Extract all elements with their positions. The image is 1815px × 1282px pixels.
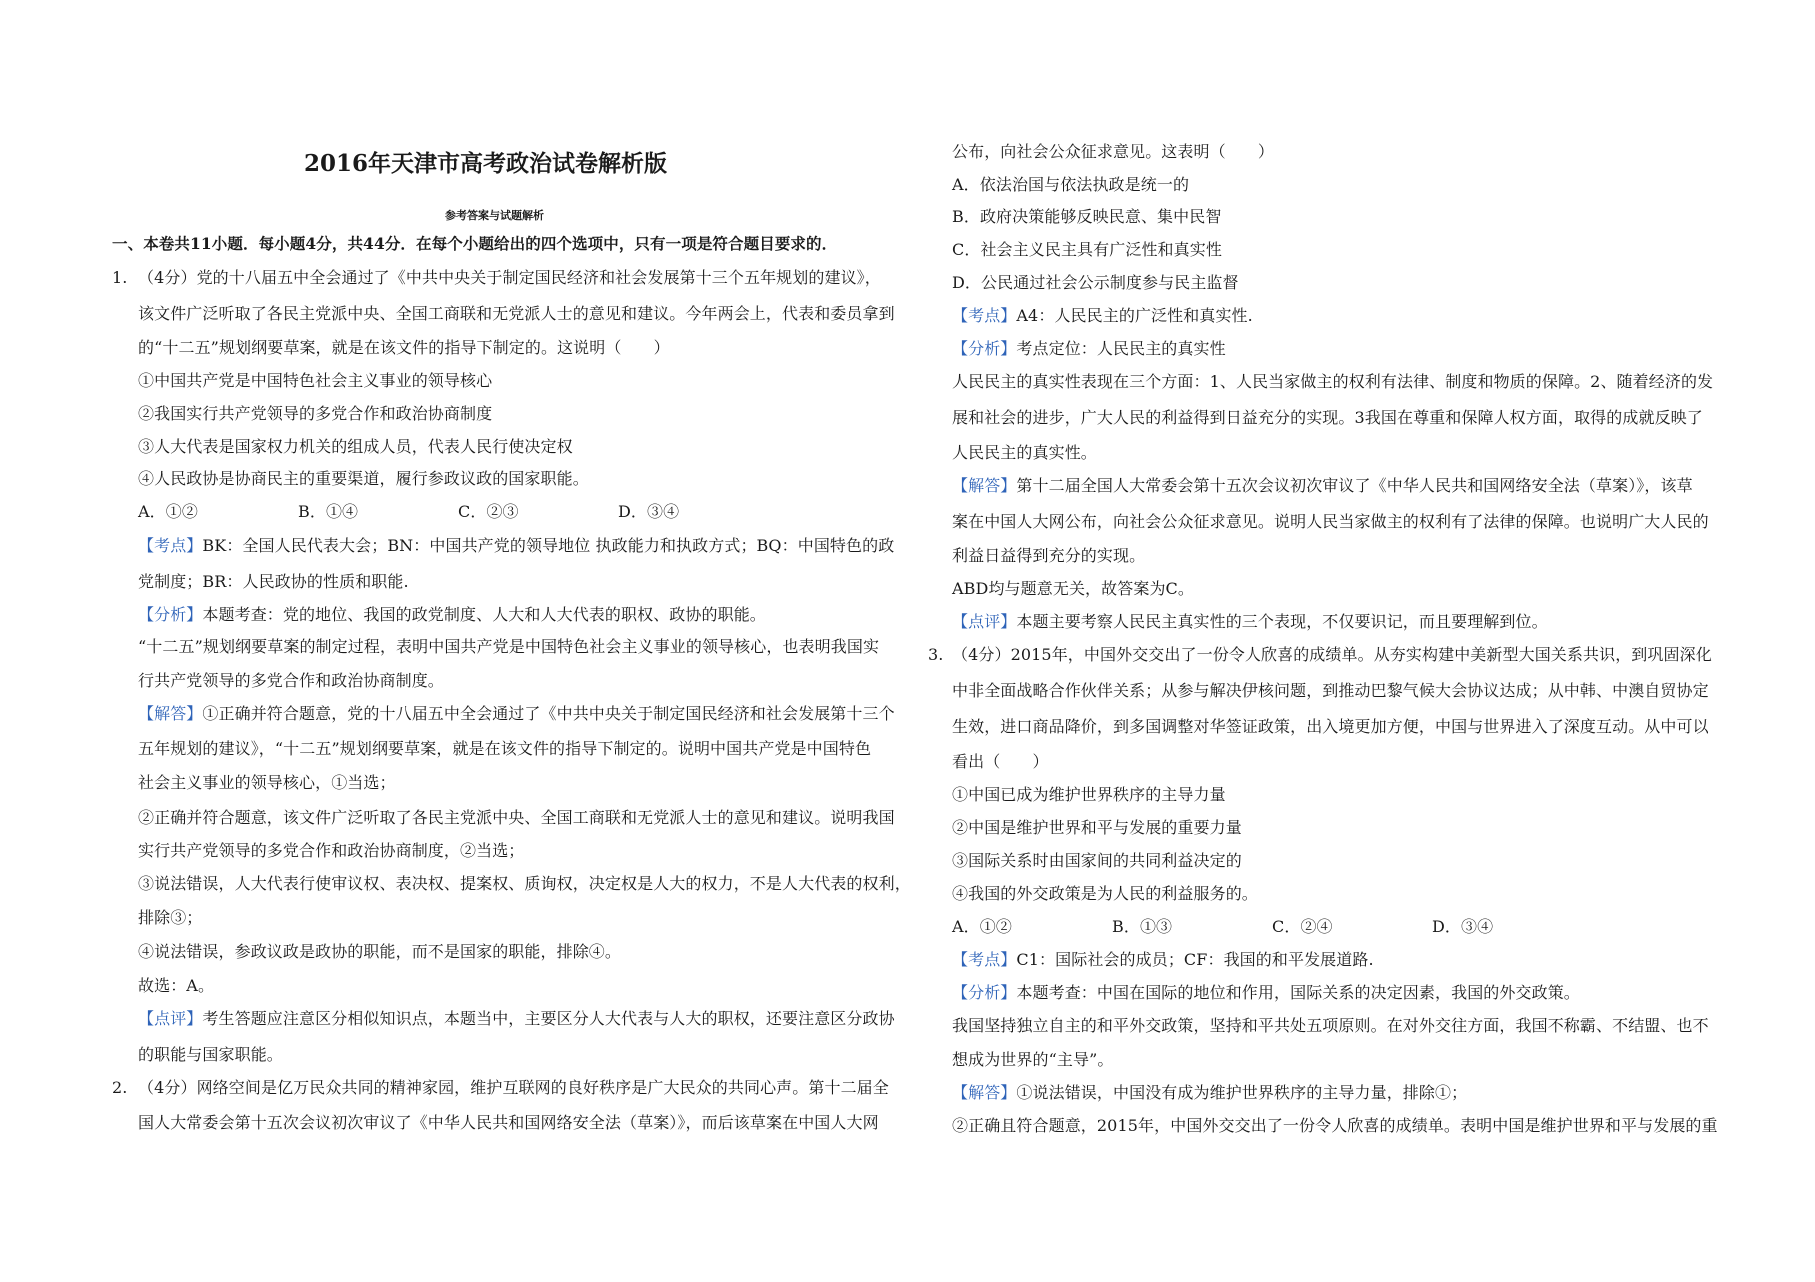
q1-statement: ④人民政协是协商民主的重要渠道，履行参政议政的国家职能。 [138,469,589,488]
section-heading: 一、本卷共11小题．每小题4分，共44分．在每个小题给出的四个选项中，只有一项是符合题目要求的． [112,234,838,253]
q1-option-d: D．③④ [618,502,680,521]
q2-stem-line: 公布，向社会公众征求意见。这表明（ ） [952,142,1275,161]
q2-option-d: D．公民通过社会公示制度参与民主监督 [952,273,1239,292]
q2-jieda-text: 第十二届全国人大常委会第十五次会议初次审议了《中华人民共和国网络安全法（草案）》，该草 [1016,476,1693,495]
q1-fenxi-line: “十二五”规划纲要草案的制定过程，表明中国共产党是中国特色社会主义事业的领导核心，也表明我国实 [138,637,880,656]
page-title: 2016年天津市高考政治试卷解析版 [304,150,668,177]
fenxi-label: 【分析】 [952,339,1017,358]
q1-stem-line: 该文件广泛听取了各民主党派中央、全国工商联和无党派人士的意见和建议。今年两会上，代表和委员拿到 [138,304,895,323]
q2-jieda-line: 案在中国人大网公布，向社会公众征求意见。说明人民当家做主的权利有了法律的保障。也说明广大人民的 [952,512,1709,531]
q1-dianping-text: 考生答题应注意区分相似知识点，本题当中，主要区分人大代表与人大的职权，还要注意区分政协 [202,1009,895,1028]
kaodian-label: 【考点】 [952,950,1017,969]
q2-option-c: C．社会主义民主具有广泛性和真实性 [952,240,1222,259]
kaodian-label: 【考点】 [952,306,1017,325]
q3-jieda-text: ①说法错误，中国没有成为维护世界秩序的主导力量，排除①； [1016,1083,1468,1102]
q1-option-b: B．①④ [298,502,359,521]
q2-number: 2. [112,1078,128,1097]
q3-fenxi-line: 想成为世界的“主导”。 [952,1050,1114,1069]
q2-dianping [952,612,1548,632]
q1-jieda-line: 故选：A。 [138,976,215,995]
q2-fenxi-line: 展和社会的进步，广大人民的利益得到日益充分的实现。3我国在尊重和保障人权方面，取得的成就反映了 [952,408,1703,427]
q1-jieda-text: ①正确并符合题意，党的十八届五中全会通过了《中共中央关于制定国民经济和社会发展第十三个 [202,704,895,723]
q1-fenxi-text: 本题考查：党的地位、我国的政党制度、人大和人大代表的职权、政协的职能。 [202,605,766,624]
q3-statement: ②中国是维护世界和平与发展的重要力量 [952,818,1242,837]
q3-stem-line: 生效，进口商品降价，到多国调整对华签证政策，出入境更加方便，中国与世界进入了深度互动。从中可以 [952,717,1709,736]
kaodian-label: 【考点】 [138,536,203,555]
q2-fenxi-line: 人民民主的真实性表现在三个方面：1、人民当家做主的权利有法律、制度和物质的保障。2、随着经济的发 [952,372,1714,391]
q1-statement: ①中国共产党是中国特色社会主义事业的领导核心 [138,371,493,390]
q3-option-b: B．①③ [1112,917,1173,936]
q2-kaodian [952,306,1253,326]
q1-jieda-line: ③说法错误，人大代表行使审议权、表决权、提案权、质询权，决定权是人大的权力，不是人大代表的权利， [138,874,911,893]
q3-stem-line: 看出（ ） [952,752,1049,771]
q2-stem-line: 国人大常委会第十五次会议初次审议了《中华人民共和国网络安全法（草案）》，而后该草案在中国人大网 [138,1113,879,1132]
q1-options [138,502,778,522]
q1-option-c: C．②③ [458,502,519,521]
q2-option-b: B．政府决策能够反映民意、集中民智 [952,207,1222,226]
q3-jieda-line: ②正确且符合题意，2015年，中国外交交出了一份令人欣喜的成绩单。表明中国是维护世界和平与发展的重 [952,1116,1718,1135]
q2-jieda [952,476,1693,496]
q1-jieda-line: 实行共产党领导的多党合作和政治协商制度，②当选； [138,841,525,860]
q1-kaodian-cont: 党制度；BR：人民政协的性质和职能. [138,572,409,591]
q2-option-a: A．依法治国与依法执政是统一的 [952,175,1190,194]
jieda-label: 【解答】 [952,1083,1017,1102]
q1-jieda-line: 排除③； [138,908,203,927]
q2-fenxi-line: 人民民主的真实性。 [952,443,1097,462]
q3-fenxi [952,983,1580,1003]
q1-jieda-line: ④说法错误，参政议政是政协的职能，而不是国家的职能，排除④。 [138,942,622,961]
q2-jieda-line: 利益日益得到充分的实现。 [952,546,1146,565]
q1-number: 1. [112,268,128,287]
q1-kaodian [138,536,894,556]
q1-stem-line: （4分）党的十八届五中全会通过了《中共中央关于制定国民经济和社会发展第十三个五年规划的建议》， [138,268,881,287]
q3-option-d: D．③④ [1432,917,1494,936]
fenxi-label: 【分析】 [138,605,203,624]
q1-statement: ②我国实行共产党领导的多党合作和政治协商制度 [138,404,493,423]
q2-jieda-line: ABD均与题意无关，故答案为C。 [952,579,1194,598]
q1-stem-line: 的“十二五”规划纲要草案，就是在该文件的指导下制定的。这说明（ ） [138,338,670,357]
jieda-label: 【解答】 [138,704,203,723]
dianping-label: 【点评】 [952,612,1017,631]
dianping-label: 【点评】 [138,1009,203,1028]
q3-statement: ④我国的外交政策是为人民的利益服务的。 [952,884,1258,903]
q2-dianping-text: 本题主要考察人民民主真实性的三个表现，不仅要识记，而且要理解到位。 [1016,612,1548,631]
q3-stem-line: （4分）2015年，中国外交交出了一份令人欣喜的成绩单。从夯实构建中美新型大国关系共识，到巩固深化 [952,645,1712,664]
q3-fenxi-text: 本题考查：中国在国际的地位和作用，国际关系的决定因素，我国的外交政策。 [1016,983,1580,1002]
q1-jieda-line: ②正确并符合题意，该文件广泛听取了各民主党派中央、全国工商联和无党派人士的意见和建议。说明我国 [138,808,895,827]
q3-jieda [952,1083,1467,1103]
q3-fenxi-line: 我国坚持独立自主的和平外交政策，坚持和平共处五项原则。在对外交往方面，我国不称霸、不结盟、也不 [952,1016,1709,1035]
q1-fenxi [138,605,766,625]
q3-options [952,917,1592,937]
q2-kaodian-text: A4：人民民主的广泛性和真实性. [1016,306,1253,325]
q3-statement: ③国际关系时由国家间的共同利益决定的 [952,851,1242,870]
q3-statement: ①中国已成为维护世界秩序的主导力量 [952,785,1226,804]
q1-dianping [138,1009,895,1029]
q1-jieda-line: 社会主义事业的领导核心，①当选； [138,773,396,792]
q1-dianping-line: 的职能与国家职能。 [138,1045,283,1064]
page-subtitle: 参考答案与试题解析 [445,209,544,222]
q3-option-a: A．①② [952,917,1012,936]
q3-kaodian-text: C1：国际社会的成员；CF：我国的和平发展道路. [1016,950,1374,969]
q1-fenxi-line: 行共产党领导的多党合作和政治协商制度。 [138,671,444,690]
q1-option-a: A．①② [138,502,198,521]
q2-stem-line: （4分）网络空间是亿万民众共同的精神家园，维护互联网的良好秩序是广大民众的共同心声。第十二届全 [138,1078,889,1097]
q2-fenxi-text: 考点定位：人民民主的真实性 [1016,339,1226,358]
q3-stem-line: 中非全面战略合作伙伴关系；从参与解决伊核问题，到推动巴黎气候大会协议达成；从中韩、中澳自贸协定 [952,681,1709,700]
q1-statement: ③人大代表是国家权力机关的组成人员，代表人民行使决定权 [138,437,573,456]
q3-number: 3. [928,645,944,664]
q1-kaodian-text: BK：全国人民代表大会；BN：中国共产党的领导地位 执政能力和执政方式；BQ：中国特色的政 [202,536,895,555]
q2-fenxi [952,339,1226,359]
q3-kaodian [952,950,1374,970]
jieda-label: 【解答】 [952,476,1017,495]
fenxi-label: 【分析】 [952,983,1017,1002]
q3-option-c: C．②④ [1272,917,1333,936]
q1-jieda [138,704,895,724]
q1-jieda-line: 五年规划的建议》，“十二五”规划纲要草案，就是在该文件的指导下制定的。说明中国共产党是中国特色 [138,739,872,758]
